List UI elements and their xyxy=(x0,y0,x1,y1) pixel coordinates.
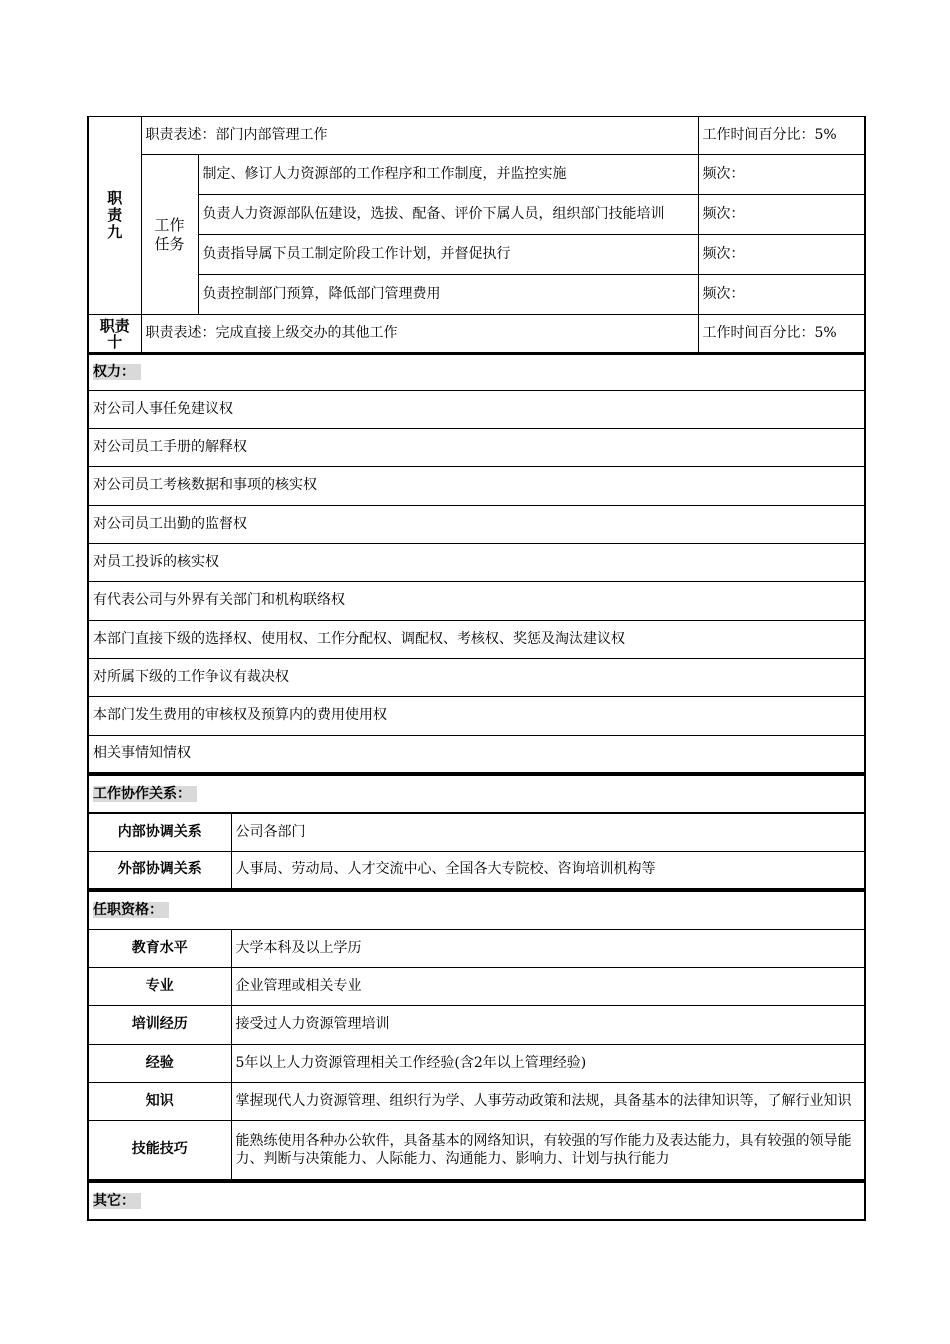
duty9-tasks-label: 工作 任务 xyxy=(141,155,198,315)
power-item: 对公司员工考核数据和事项的核实权 xyxy=(88,466,865,505)
power-item: 本部门直接下级的选择权、使用权、工作分配权、调配权、考核权、奖惩及淘汰建议权 xyxy=(88,620,865,658)
powers-title: 权力： xyxy=(93,364,141,380)
power-item: 对员工投诉的核实权 xyxy=(88,543,865,581)
power-item: 对公司员工出勤的监督权 xyxy=(88,505,865,543)
powers-table xyxy=(87,353,866,774)
powers-title-cell xyxy=(88,354,865,390)
duty9-task-2: 负责人力资源部队伍建设，选拔、配备、评价下属人员，组织部门技能培训 xyxy=(198,195,698,235)
internal-relations-value: 公司各部门 xyxy=(231,813,865,851)
qualification-value-experience: 5年以上人力资源管理相关工作经验(含2年以上管理经验) xyxy=(231,1044,865,1082)
qualifications-table xyxy=(87,890,866,1181)
duty9-task-2-freq: 频次： xyxy=(698,195,865,235)
qualifications-title: 任职资格： xyxy=(93,902,169,918)
qualification-label-knowledge: 知识 xyxy=(88,1082,231,1120)
qualification-value-major: 企业管理或相关专业 xyxy=(231,967,865,1005)
duty9-task-4-freq: 频次： xyxy=(698,275,865,315)
other-title: 其它： xyxy=(93,1193,141,1209)
power-item: 有代表公司与外界有关部门和机构联络权 xyxy=(88,581,865,620)
other-table xyxy=(87,1181,866,1221)
qualification-value-knowledge: 掌握现代人力资源管理、组织行为学、人事劳动政策和法规，具备基本的法律知识等，了解行业知识 xyxy=(231,1082,865,1120)
qualification-label-skills: 技能技巧 xyxy=(88,1120,231,1180)
qualification-value-skills: 能熟练使用各种办公软件，具备基本的网络知识，有较强的写作能力及表达能力，具有较强的领导能力、判断与决策能力、人际能力、沟通能力、影响力、计划与执行能力 xyxy=(231,1120,865,1180)
duty9-description: 职责表述：部门内部管理工作 xyxy=(141,117,698,155)
internal-relations-label: 内部协调关系 xyxy=(88,813,231,851)
qualification-label-major: 专业 xyxy=(88,967,231,1005)
duty10-time-pct: 工作时间百分比：5% xyxy=(698,315,865,353)
duty9-task-3-freq: 频次： xyxy=(698,235,865,275)
duty9-time-pct: 工作时间百分比：5% xyxy=(698,117,865,155)
external-relations-value: 人事局、劳动局、人才交流中心、全国各大专院校、咨询培训机构等 xyxy=(231,851,865,889)
qualification-value-training: 接受过人力资源管理培训 xyxy=(231,1005,865,1044)
power-item: 本部门发生费用的审核权及预算内的费用使用权 xyxy=(88,696,865,735)
duty9-task-1-freq: 频次： xyxy=(698,155,865,195)
qualification-label-education: 教育水平 xyxy=(88,929,231,967)
duty9-label: 职 责 九 xyxy=(88,117,141,315)
power-item: 对公司人事任免建议权 xyxy=(88,390,865,428)
duty9-task-1: 制定、修订人力资源部的工作程序和工作制度，并监控实施 xyxy=(198,155,698,195)
power-item: 相关事情知情权 xyxy=(88,735,865,773)
duty10-description: 职责表述：完成直接上级交办的其他工作 xyxy=(141,315,698,353)
duty9-task-4: 负责控制部门预算，降低部门管理费用 xyxy=(198,275,698,315)
job-description-sheet xyxy=(87,116,864,1221)
relations-title: 工作协作关系： xyxy=(93,786,197,802)
qualification-label-training: 培训经历 xyxy=(88,1005,231,1044)
external-relations-label: 外部协调关系 xyxy=(88,851,231,889)
relations-table xyxy=(87,774,866,890)
duty9-task-3: 负责指导属下员工制定阶段工作计划，并督促执行 xyxy=(198,235,698,275)
relations-title-cell xyxy=(88,775,865,813)
qualification-value-education: 大学本科及以上学历 xyxy=(231,929,865,967)
qualifications-title-cell xyxy=(88,891,865,929)
duties-table xyxy=(87,116,866,353)
power-item: 对所属下级的工作争议有裁决权 xyxy=(88,658,865,696)
duty10-label: 职责 十 xyxy=(88,315,141,353)
other-title-cell xyxy=(88,1182,865,1220)
power-item: 对公司员工手册的解释权 xyxy=(88,428,865,466)
qualification-label-experience: 经验 xyxy=(88,1044,231,1082)
